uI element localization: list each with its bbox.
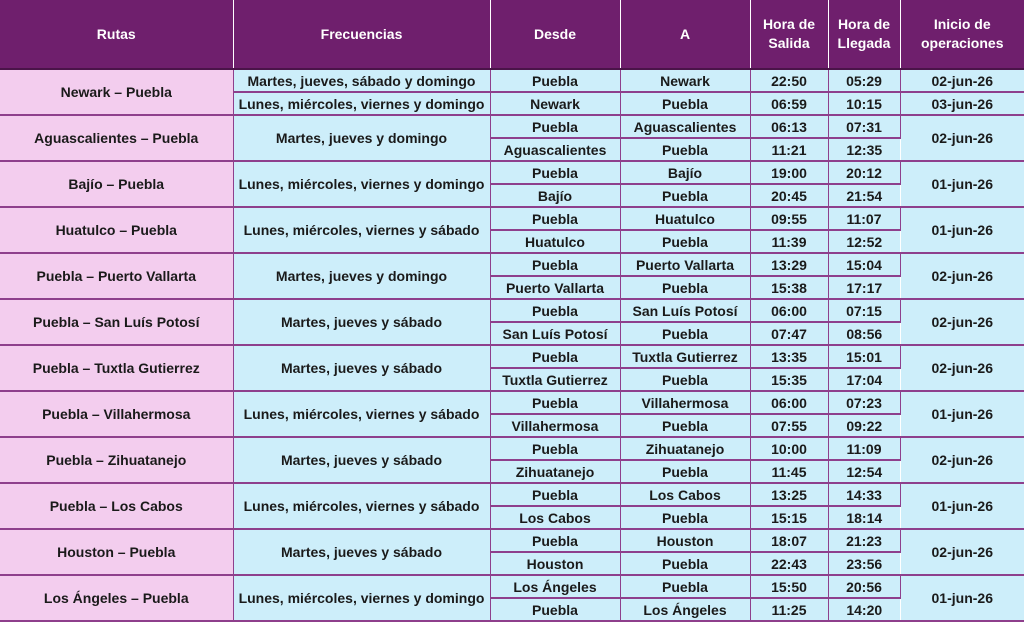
arrival-time-cell: 14:33 <box>828 483 900 506</box>
departure-time-cell: 18:07 <box>750 529 828 552</box>
from-cell: Puerto Vallarta <box>490 276 620 299</box>
from-cell: Huatulco <box>490 230 620 253</box>
frequency-cell: Lunes, miércoles, viernes y sábado <box>233 207 490 253</box>
departure-time-cell: 15:50 <box>750 575 828 598</box>
departure-time-cell: 11:39 <box>750 230 828 253</box>
table-row <box>0 575 1024 598</box>
to-cell: Puebla <box>620 506 750 529</box>
frequency-cell: Martes, jueves, sábado y domingo <box>233 69 490 92</box>
route-cell: Puebla – Puerto Vallarta <box>0 253 233 299</box>
arrival-time-cell: 12:35 <box>828 138 900 161</box>
to-cell: Puebla <box>620 552 750 575</box>
to-cell: Puebla <box>620 92 750 115</box>
departure-time-cell: 15:38 <box>750 276 828 299</box>
frequency-cell: Lunes, miércoles, viernes y domingo <box>233 575 490 621</box>
start-date-cell: 01-jun-26 <box>900 391 1024 437</box>
start-date-cell: 02-jun-26 <box>900 115 1024 161</box>
arrival-time-cell: 23:56 <box>828 552 900 575</box>
from-cell: Puebla <box>490 115 620 138</box>
table-row <box>0 253 1024 276</box>
header-rutas: Rutas <box>0 0 233 69</box>
header-inicio-operaciones: Inicio de operaciones <box>900 0 1024 69</box>
header-hora-llegada: Hora de Llegada <box>828 0 900 69</box>
arrival-time-cell: 11:07 <box>828 207 900 230</box>
departure-time-cell: 19:00 <box>750 161 828 184</box>
from-cell: Bajío <box>490 184 620 207</box>
table-row <box>0 69 1024 92</box>
from-cell: Zihuatanejo <box>490 460 620 483</box>
to-cell: Zihuatanejo <box>620 437 750 460</box>
to-cell: Tuxtla Gutierrez <box>620 345 750 368</box>
route-cell: Newark – Puebla <box>0 69 233 115</box>
table-row <box>0 115 1024 138</box>
to-cell: Puebla <box>620 414 750 437</box>
arrival-time-cell: 17:17 <box>828 276 900 299</box>
route-cell: Puebla – San Luís Potosí <box>0 299 233 345</box>
departure-time-cell: 06:00 <box>750 299 828 322</box>
frequency-cell: Martes, jueves y sábado <box>233 345 490 391</box>
route-cell: Aguascalientes – Puebla <box>0 115 233 161</box>
route-cell: Bajío – Puebla <box>0 161 233 207</box>
start-date-cell: 01-jun-26 <box>900 483 1024 529</box>
frequency-cell: Lunes, miércoles, viernes y sábado <box>233 391 490 437</box>
start-date-cell: 02-jun-26 <box>900 253 1024 299</box>
departure-time-cell: 11:21 <box>750 138 828 161</box>
departure-time-cell: 13:29 <box>750 253 828 276</box>
arrival-time-cell: 14:20 <box>828 598 900 621</box>
departure-time-cell: 06:59 <box>750 92 828 115</box>
departure-time-cell: 10:00 <box>750 437 828 460</box>
departure-time-cell: 15:35 <box>750 368 828 391</box>
departure-time-cell: 13:25 <box>750 483 828 506</box>
departure-time-cell: 06:13 <box>750 115 828 138</box>
table-row <box>0 391 1024 414</box>
departure-time-cell: 07:55 <box>750 414 828 437</box>
start-date-cell: 02-jun-26 <box>900 529 1024 575</box>
from-cell: Puebla <box>490 345 620 368</box>
arrival-time-cell: 15:01 <box>828 345 900 368</box>
arrival-time-cell: 10:15 <box>828 92 900 115</box>
frequency-cell: Martes, jueves y sábado <box>233 529 490 575</box>
arrival-time-cell: 21:54 <box>828 184 900 207</box>
route-cell: Puebla – Villahermosa <box>0 391 233 437</box>
arrival-time-cell: 07:15 <box>828 299 900 322</box>
route-cell: Houston – Puebla <box>0 529 233 575</box>
route-cell: Puebla – Zihuatanejo <box>0 437 233 483</box>
start-date-cell: 01-jun-26 <box>900 207 1024 253</box>
header-row <box>0 0 1024 69</box>
to-cell: Puebla <box>620 460 750 483</box>
to-cell: Puerto Vallarta <box>620 253 750 276</box>
to-cell: Bajío <box>620 161 750 184</box>
from-cell: Puebla <box>490 437 620 460</box>
from-cell: Tuxtla Gutierrez <box>490 368 620 391</box>
from-cell: San Luís Potosí <box>490 322 620 345</box>
departure-time-cell: 13:35 <box>750 345 828 368</box>
from-cell: Houston <box>490 552 620 575</box>
from-cell: Los Cabos <box>490 506 620 529</box>
frequency-cell: Martes, jueves y domingo <box>233 115 490 161</box>
to-cell: Aguascalientes <box>620 115 750 138</box>
table-row <box>0 161 1024 184</box>
start-date-cell: 02-jun-26 <box>900 69 1024 92</box>
to-cell: Huatulco <box>620 207 750 230</box>
to-cell: Newark <box>620 69 750 92</box>
to-cell: Puebla <box>620 575 750 598</box>
arrival-time-cell: 20:12 <box>828 161 900 184</box>
arrival-time-cell: 18:14 <box>828 506 900 529</box>
start-date-cell: 02-jun-26 <box>900 437 1024 483</box>
start-date-cell: 01-jun-26 <box>900 161 1024 207</box>
route-cell: Puebla – Tuxtla Gutierrez <box>0 345 233 391</box>
to-cell: Puebla <box>620 184 750 207</box>
from-cell: Puebla <box>490 529 620 552</box>
arrival-time-cell: 17:04 <box>828 368 900 391</box>
from-cell: Puebla <box>490 598 620 621</box>
departure-time-cell: 15:15 <box>750 506 828 529</box>
to-cell: Los Ángeles <box>620 598 750 621</box>
from-cell: Los Ángeles <box>490 575 620 598</box>
route-cell: Huatulco – Puebla <box>0 207 233 253</box>
header-frecuencias: Frecuencias <box>233 0 490 69</box>
arrival-time-cell: 21:23 <box>828 529 900 552</box>
arrival-time-cell: 05:29 <box>828 69 900 92</box>
table-row <box>0 207 1024 230</box>
to-cell: Puebla <box>620 276 750 299</box>
departure-time-cell: 22:43 <box>750 552 828 575</box>
to-cell: Villahermosa <box>620 391 750 414</box>
to-cell: Puebla <box>620 138 750 161</box>
arrival-time-cell: 09:22 <box>828 414 900 437</box>
frequency-cell: Lunes, miércoles, viernes y domingo <box>233 161 490 207</box>
departure-time-cell: 07:47 <box>750 322 828 345</box>
schedule-body <box>0 69 1024 621</box>
to-cell: Puebla <box>620 368 750 391</box>
departure-time-cell: 09:55 <box>750 207 828 230</box>
from-cell: Newark <box>490 92 620 115</box>
table-row <box>0 483 1024 506</box>
arrival-time-cell: 07:31 <box>828 115 900 138</box>
departure-time-cell: 11:45 <box>750 460 828 483</box>
departure-time-cell: 11:25 <box>750 598 828 621</box>
from-cell: Puebla <box>490 253 620 276</box>
departure-time-cell: 06:00 <box>750 391 828 414</box>
to-cell: Los Cabos <box>620 483 750 506</box>
to-cell: Puebla <box>620 322 750 345</box>
frequency-cell: Martes, jueves y sábado <box>233 299 490 345</box>
to-cell: Puebla <box>620 230 750 253</box>
arrival-time-cell: 07:23 <box>828 391 900 414</box>
table-row <box>0 299 1024 322</box>
route-cell: Los Ángeles – Puebla <box>0 575 233 621</box>
start-date-cell: 03-jun-26 <box>900 92 1024 115</box>
departure-time-cell: 20:45 <box>750 184 828 207</box>
from-cell: Aguascalientes <box>490 138 620 161</box>
from-cell: Puebla <box>490 299 620 322</box>
header-a: A <box>620 0 750 69</box>
from-cell: Puebla <box>490 483 620 506</box>
arrival-time-cell: 12:52 <box>828 230 900 253</box>
to-cell: San Luís Potosí <box>620 299 750 322</box>
start-date-cell: 01-jun-26 <box>900 575 1024 621</box>
from-cell: Villahermosa <box>490 414 620 437</box>
table-row <box>0 437 1024 460</box>
from-cell: Puebla <box>490 161 620 184</box>
frequency-cell: Lunes, miércoles, viernes y domingo <box>233 92 490 115</box>
arrival-time-cell: 08:56 <box>828 322 900 345</box>
from-cell: Puebla <box>490 69 620 92</box>
arrival-time-cell: 15:04 <box>828 253 900 276</box>
start-date-cell: 02-jun-26 <box>900 299 1024 345</box>
from-cell: Puebla <box>490 391 620 414</box>
table-row <box>0 345 1024 368</box>
route-cell: Puebla – Los Cabos <box>0 483 233 529</box>
departure-time-cell: 22:50 <box>750 69 828 92</box>
frequency-cell: Lunes, miércoles, viernes y sábado <box>233 483 490 529</box>
arrival-time-cell: 11:09 <box>828 437 900 460</box>
start-date-cell: 02-jun-26 <box>900 345 1024 391</box>
table-row <box>0 529 1024 552</box>
frequency-cell: Martes, jueves y domingo <box>233 253 490 299</box>
to-cell: Houston <box>620 529 750 552</box>
from-cell: Puebla <box>490 207 620 230</box>
frequency-cell: Martes, jueves y sábado <box>233 437 490 483</box>
arrival-time-cell: 12:54 <box>828 460 900 483</box>
arrival-time-cell: 20:56 <box>828 575 900 598</box>
header-desde: Desde <box>490 0 620 69</box>
header-hora-salida: Hora de Salida <box>750 0 828 69</box>
